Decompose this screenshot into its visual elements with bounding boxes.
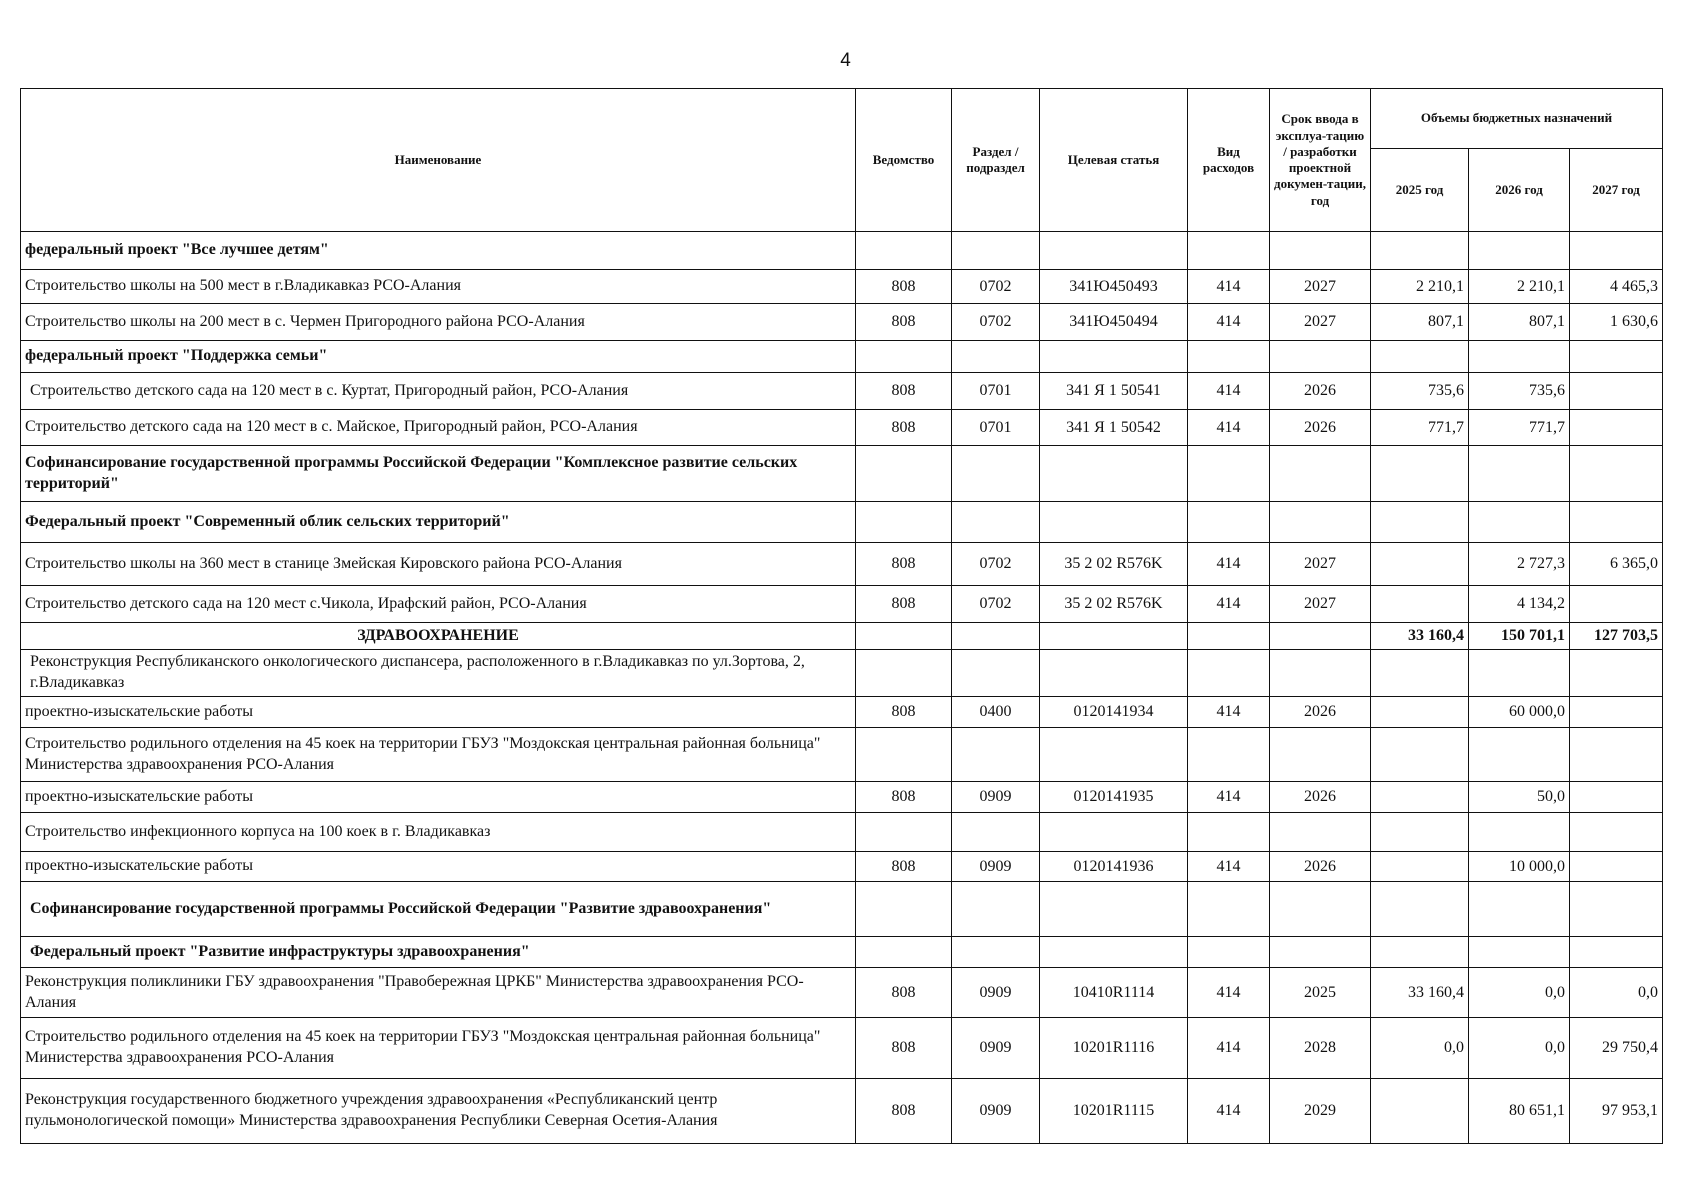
empty-cell (1570, 446, 1663, 502)
empty-cell (856, 882, 952, 937)
cell-2027: 1 630,6 (1570, 304, 1663, 341)
cell-2026: 50,0 (1469, 782, 1570, 813)
group-row (21, 446, 1663, 502)
empty-cell (1188, 446, 1270, 502)
empty-cell (1371, 937, 1469, 968)
empty-cell (1270, 882, 1371, 937)
header-2025: 2025 год (1371, 149, 1469, 232)
cell-2026: 735,6 (1469, 373, 1570, 410)
cell-expense-type: 414 (1188, 852, 1270, 882)
empty-cell (1270, 502, 1371, 543)
cell-section: 0400 (952, 697, 1040, 728)
empty-cell (1270, 446, 1371, 502)
cell-2026: 0,0 (1469, 968, 1570, 1018)
cell-2025: 807,1 (1371, 304, 1469, 341)
group-row (21, 502, 1663, 543)
cell-department: 808 (856, 852, 952, 882)
cell-target: 35 2 02 R576K (1040, 543, 1188, 586)
cell-deadline: 2026 (1270, 410, 1371, 446)
budget-table (20, 88, 1663, 1144)
cell-department: 808 (856, 304, 952, 341)
header-budget-group: Объемы бюджетных назначений (1371, 89, 1663, 149)
cell-expense-type: 414 (1188, 373, 1270, 410)
cell-section: 0909 (952, 1018, 1040, 1079)
cell-section: 0702 (952, 270, 1040, 304)
cell-2027 (1570, 586, 1663, 623)
cell-deadline: 2027 (1270, 270, 1371, 304)
table-row (21, 373, 1663, 410)
empty-cell (952, 728, 1040, 782)
cell-expense-type: 414 (1188, 586, 1270, 623)
cell-target: 10201R1116 (1040, 1018, 1188, 1079)
header-2026: 2026 год (1469, 149, 1570, 232)
cell-2027: 29 750,4 (1570, 1018, 1663, 1079)
cell-expense-type: 414 (1188, 968, 1270, 1018)
group-title: федеральный проект "Поддержка семьи" (21, 341, 856, 373)
empty-cell (952, 502, 1040, 543)
cell-section: 0701 (952, 410, 1040, 446)
empty-cell (1040, 341, 1188, 373)
cell-2027: 97 953,1 (1570, 1079, 1663, 1144)
section-row (21, 623, 1663, 650)
group-row (21, 232, 1663, 270)
cell-expense-type: 414 (1188, 410, 1270, 446)
empty-cell (1188, 728, 1270, 782)
cell-department: 808 (856, 410, 952, 446)
table-row (21, 543, 1663, 586)
group-row (21, 650, 1663, 697)
row-name: Строительство школы на 360 мест в станице Змейская Кировского района РСО-Алания (21, 543, 856, 586)
cell-target: 341 Я 1 50541 (1040, 373, 1188, 410)
group-row (21, 882, 1663, 937)
cell-department: 808 (856, 1018, 952, 1079)
empty-cell (1469, 446, 1570, 502)
table-row (21, 852, 1663, 882)
cell-target: 341Ю450494 (1040, 304, 1188, 341)
header-name: Наименование (21, 89, 856, 232)
row-name: Реконструкция поликлиники ГБУ здравоохранения "Правобережная ЦРКБ" Министерства здравоохранения РСО-Алания (21, 968, 856, 1018)
cell-2027: 4 465,3 (1570, 270, 1663, 304)
empty-cell (1371, 728, 1469, 782)
empty-cell (1371, 232, 1469, 270)
total-2025: 33 160,4 (1371, 623, 1469, 650)
cell-department: 808 (856, 270, 952, 304)
cell-section: 0909 (952, 852, 1040, 882)
cell-2026: 10 000,0 (1469, 852, 1570, 882)
empty-cell (952, 813, 1040, 852)
empty-cell (1371, 650, 1469, 697)
cell-deadline: 2029 (1270, 1079, 1371, 1144)
cell-section: 0909 (952, 1079, 1040, 1144)
group-title: Федеральный проект "Современный облик сельских территорий" (21, 502, 856, 543)
empty-cell (952, 937, 1040, 968)
empty-cell (952, 341, 1040, 373)
empty-cell (1188, 232, 1270, 270)
group-title: Строительство родильного отделения на 45 коек на территории ГБУЗ "Моздокская центральная районная больница" Министерства здравоохранения РСО-Алания (21, 728, 856, 782)
page-number: 4 (840, 50, 851, 71)
header-department: Ведомство (856, 89, 952, 232)
cell-2025 (1371, 852, 1469, 882)
empty-cell (1570, 882, 1663, 937)
cell-2025 (1371, 697, 1469, 728)
cell-section: 0702 (952, 304, 1040, 341)
empty-cell (1371, 446, 1469, 502)
empty-cell (1270, 232, 1371, 270)
empty-cell (856, 728, 952, 782)
header-target: Целевая статья (1040, 89, 1188, 232)
empty-cell (1188, 937, 1270, 968)
group-title: Софинансирование государственной программы Российской Федерации "Комплексное развитие сельских территорий" (21, 446, 856, 502)
empty-cell (856, 623, 952, 650)
empty-cell (1469, 232, 1570, 270)
empty-cell (856, 232, 952, 270)
cell-target: 0120141934 (1040, 697, 1188, 728)
row-name: проектно-изыскательские работы (21, 782, 856, 813)
cell-department: 808 (856, 543, 952, 586)
group-title: Реконструкция Республиканского онкологического диспансера, расположенного в г.Владикавказ по ул.Зортова, 2, г.Владикавказ (21, 650, 856, 697)
group-row (21, 341, 1663, 373)
empty-cell (1371, 341, 1469, 373)
empty-cell (856, 502, 952, 543)
cell-section: 0702 (952, 543, 1040, 586)
cell-2027 (1570, 373, 1663, 410)
empty-cell (1469, 813, 1570, 852)
empty-cell (1040, 728, 1188, 782)
cell-expense-type: 414 (1188, 1079, 1270, 1144)
group-title: федеральный проект "Все лучшее детям" (21, 232, 856, 270)
row-name: проектно-изыскательские работы (21, 852, 856, 882)
cell-department: 808 (856, 1079, 952, 1144)
table-body (21, 232, 1663, 1144)
empty-cell (856, 446, 952, 502)
group-title: Федеральный проект "Развитие инфраструктуры здравоохранения" (21, 937, 856, 968)
cell-target: 10410R1114 (1040, 968, 1188, 1018)
empty-cell (1469, 650, 1570, 697)
row-name: проектно-изыскательские работы (21, 697, 856, 728)
empty-cell (1469, 882, 1570, 937)
empty-cell (1188, 341, 1270, 373)
empty-cell (1188, 650, 1270, 697)
cell-2026: 80 651,1 (1469, 1079, 1570, 1144)
cell-department: 808 (856, 968, 952, 1018)
cell-deadline: 2026 (1270, 697, 1371, 728)
section-title: ЗДРАВООХРАНЕНИЕ (21, 623, 856, 650)
group-row (21, 813, 1663, 852)
cell-2027 (1570, 697, 1663, 728)
empty-cell (1270, 728, 1371, 782)
empty-cell (1040, 937, 1188, 968)
cell-expense-type: 414 (1188, 543, 1270, 586)
cell-2026: 771,7 (1469, 410, 1570, 446)
cell-2026: 0,0 (1469, 1018, 1570, 1079)
empty-cell (856, 341, 952, 373)
empty-cell (1040, 813, 1188, 852)
cell-deadline: 2027 (1270, 543, 1371, 586)
cell-deadline: 2027 (1270, 304, 1371, 341)
cell-section: 0909 (952, 968, 1040, 1018)
empty-cell (952, 232, 1040, 270)
empty-cell (1371, 882, 1469, 937)
empty-cell (1570, 341, 1663, 373)
cell-deadline: 2026 (1270, 782, 1371, 813)
empty-cell (1040, 232, 1188, 270)
cell-2025 (1371, 543, 1469, 586)
cell-2025 (1371, 782, 1469, 813)
table-row (21, 968, 1663, 1018)
table-row (21, 697, 1663, 728)
empty-cell (1570, 232, 1663, 270)
empty-cell (1469, 937, 1570, 968)
cell-2026: 2 210,1 (1469, 270, 1570, 304)
empty-cell (1040, 623, 1188, 650)
cell-2027 (1570, 410, 1663, 446)
empty-cell (1270, 813, 1371, 852)
cell-department: 808 (856, 697, 952, 728)
cell-section: 0909 (952, 782, 1040, 813)
cell-2027 (1570, 852, 1663, 882)
empty-cell (1188, 623, 1270, 650)
empty-cell (952, 650, 1040, 697)
empty-cell (1270, 937, 1371, 968)
cell-deadline: 2026 (1270, 852, 1371, 882)
empty-cell (856, 937, 952, 968)
cell-deadline: 2026 (1270, 373, 1371, 410)
empty-cell (1570, 728, 1663, 782)
cell-2026: 60 000,0 (1469, 697, 1570, 728)
cell-2025: 735,6 (1371, 373, 1469, 410)
cell-2026: 2 727,3 (1469, 543, 1570, 586)
cell-expense-type: 414 (1188, 1018, 1270, 1079)
header-expense-type: Вид расходов (1188, 89, 1270, 232)
cell-section: 0701 (952, 373, 1040, 410)
row-name: Строительство детского сада на 120 мест с.Чикола, Ирафский район, РСО-Алания (21, 586, 856, 623)
cell-section: 0702 (952, 586, 1040, 623)
table-row (21, 270, 1663, 304)
empty-cell (952, 623, 1040, 650)
cell-2027: 0,0 (1570, 968, 1663, 1018)
cell-2027: 6 365,0 (1570, 543, 1663, 586)
empty-cell (1040, 650, 1188, 697)
table-row (21, 304, 1663, 341)
empty-cell (952, 882, 1040, 937)
cell-target: 10201R1115 (1040, 1079, 1188, 1144)
group-title: Софинансирование государственной программы Российской Федерации "Развитие здравоохранения" (21, 882, 856, 937)
group-title: Строительство инфекционного корпуса на 100 коек в г. Владикавказ (21, 813, 856, 852)
cell-2026: 4 134,2 (1469, 586, 1570, 623)
cell-2025: 2 210,1 (1371, 270, 1469, 304)
cell-2025: 33 160,4 (1371, 968, 1469, 1018)
cell-deadline: 2028 (1270, 1018, 1371, 1079)
group-row (21, 728, 1663, 782)
table-row (21, 1018, 1663, 1079)
cell-expense-type: 414 (1188, 270, 1270, 304)
row-name: Строительство детского сада на 120 мест в с. Майское, Пригородный район, РСО-Алания (21, 410, 856, 446)
cell-expense-type: 414 (1188, 304, 1270, 341)
cell-target: 0120141936 (1040, 852, 1188, 882)
empty-cell (1270, 623, 1371, 650)
header-section: Раздел / подраздел (952, 89, 1040, 232)
total-2027: 127 703,5 (1570, 623, 1663, 650)
cell-department: 808 (856, 373, 952, 410)
cell-expense-type: 414 (1188, 782, 1270, 813)
cell-department: 808 (856, 586, 952, 623)
empty-cell (1040, 502, 1188, 543)
cell-target: 35 2 02 R576K (1040, 586, 1188, 623)
cell-2025: 771,7 (1371, 410, 1469, 446)
empty-cell (1371, 502, 1469, 543)
empty-cell (1570, 502, 1663, 543)
group-row (21, 937, 1663, 968)
empty-cell (1270, 341, 1371, 373)
cell-2026: 807,1 (1469, 304, 1570, 341)
row-name: Строительство школы на 200 мест в с. Чермен Пригородного района РСО-Алания (21, 304, 856, 341)
row-name: Строительство детского сада на 120 мест в с. Куртат, Пригородный район, РСО-Алания (21, 373, 856, 410)
empty-cell (1570, 937, 1663, 968)
table-row (21, 586, 1663, 623)
empty-cell (1188, 813, 1270, 852)
row-name: Реконструкция государственного бюджетного учреждения здравоохранения «Республиканский центр пульмонологической помощи» Министерства здравоохранения Республики Северная Осетия-Алания (21, 1079, 856, 1144)
empty-cell (1570, 650, 1663, 697)
empty-cell (1371, 813, 1469, 852)
table-row (21, 410, 1663, 446)
cell-2025 (1371, 1079, 1469, 1144)
empty-cell (1040, 882, 1188, 937)
cell-target: 0120141935 (1040, 782, 1188, 813)
table-header (21, 89, 1663, 232)
table-row (21, 782, 1663, 813)
cell-2027 (1570, 782, 1663, 813)
cell-2025 (1371, 586, 1469, 623)
empty-cell (1570, 813, 1663, 852)
empty-cell (1188, 882, 1270, 937)
header-deadline: Срок ввода в эксплуа-тацию / разработки проектной докумен-тации, год (1270, 89, 1371, 232)
total-2026: 150 701,1 (1469, 623, 1570, 650)
cell-target: 341Ю450493 (1040, 270, 1188, 304)
cell-expense-type: 414 (1188, 697, 1270, 728)
empty-cell (856, 813, 952, 852)
cell-target: 341 Я 1 50542 (1040, 410, 1188, 446)
row-name: Строительство школы на 500 мест в г.Владикавказ РСО-Алания (21, 270, 856, 304)
empty-cell (1469, 502, 1570, 543)
table-row (21, 1079, 1663, 1144)
row-name: Строительство родильного отделения на 45 коек на территории ГБУЗ "Моздокская центральная районная больница" Министерства здравоохранения РСО-Алания (21, 1018, 856, 1079)
empty-cell (856, 650, 952, 697)
empty-cell (952, 446, 1040, 502)
header-2027: 2027 год (1570, 149, 1663, 232)
cell-deadline: 2027 (1270, 586, 1371, 623)
cell-department: 808 (856, 782, 952, 813)
empty-cell (1270, 650, 1371, 697)
empty-cell (1040, 446, 1188, 502)
empty-cell (1188, 502, 1270, 543)
empty-cell (1469, 341, 1570, 373)
empty-cell (1469, 728, 1570, 782)
cell-2025: 0,0 (1371, 1018, 1469, 1079)
cell-deadline: 2025 (1270, 968, 1371, 1018)
